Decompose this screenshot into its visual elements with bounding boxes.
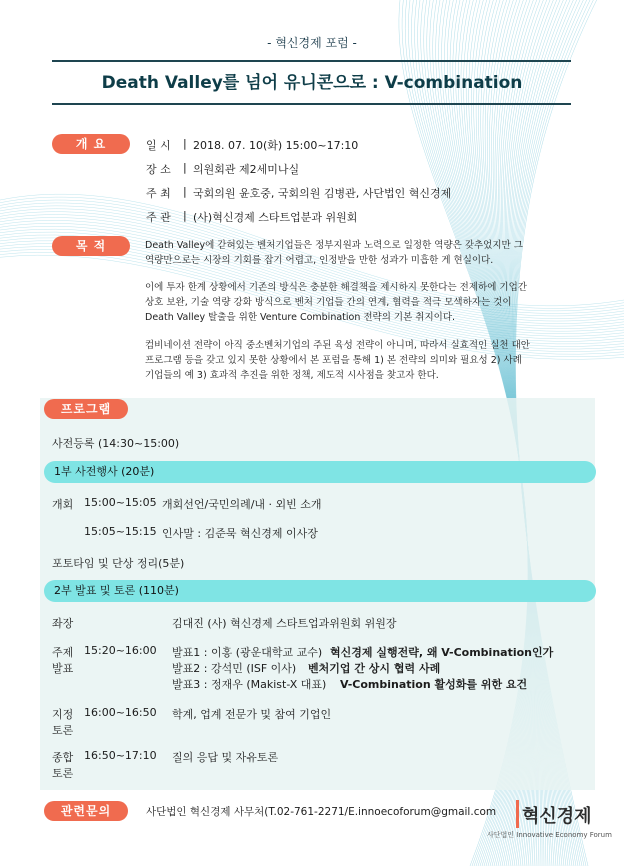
part1-bar: 1부 사전행사 (20분) [44,461,596,483]
talk-3-topic: V-Combination 활성화를 위한 요건 [340,678,528,691]
overview-label: 개 요 [52,134,130,154]
qa-label-1: 종합 [52,751,74,764]
opening-time: 15:00~15:05 [84,496,157,509]
purpose-line: Death Valley 탈출을 위한 Venture Combination 전략의 기본 취지이다. [145,312,456,323]
purpose-line: Death Valley에 갇혀있는 벤처기업들은 정부지원과 노력으로 일정한 역량은 갖추었지만 그 [145,240,523,251]
overview-place-sep: | [183,161,187,174]
contact-text: 사단법인 혁신경제 사무처(T.02-761-2271/E.innoecoforum@gmail.com [146,806,497,818]
registration-text: 사전등록 (14:30~15:00) [52,437,180,450]
purpose-line: 프로그램 등을 갖고 있지 못한 상황에서 본 포럼을 통해 1) 본 전략의 의미와 필요성 2) 사례 [145,355,522,366]
talk-label-2: 발표 [52,662,74,675]
purpose-line: 컴비네이션 전략이 아직 중소벤처기업의 주된 육성 전략이 아니며, 따라서 실효적인 실천 대안 [145,340,530,351]
opening-desc: 개회선언/국민의례/내 · 외빈 소개 [162,498,322,511]
talk-1-speaker: 발표1 : 이홍 (광운대학교 교수) [172,646,323,659]
logo-mark [516,800,519,828]
qa-time: 16:50~17:10 [84,749,157,762]
opening-label: 개회 [52,498,74,511]
chair-desc: 김대진 (사) 혁신경제 스타트업과위원회 위원장 [172,617,397,630]
logo-subtitle: 사단법인 Innovative Economy Forum [487,831,612,839]
purpose-paragraph-1 [145,238,585,268]
overview-organizer-sep: | [183,209,187,222]
part2-bar: 2부 발표 및 토론 (110분) [44,580,596,602]
title-rule-top [52,60,571,62]
panel-label-1: 지정 [52,708,74,721]
qa-label-2: 토론 [52,767,74,780]
overview-place-value: 의원회관 제2세미나실 [193,163,300,176]
purpose-paragraph-3 [145,338,585,383]
program-label: 프로그램 [44,399,128,419]
overview-host-key: 주 최 [146,187,171,200]
greeting-desc: 인사말 : 김준묵 혁신경제 이사장 [162,527,318,540]
purpose-label: 목 적 [52,236,130,256]
purpose-paragraph-2 [145,280,585,325]
talk-time: 15:20~16:00 [84,644,157,657]
panel-time: 16:00~16:50 [84,706,157,719]
purpose-line: 상호 보완, 기술 역량 강화 방식으로 벤처 기업들 간의 연계, 협력을 적극 모색하자는 것이 [145,297,512,308]
chair-label: 좌장 [52,617,74,630]
purpose-line: 기업들의 예 3) 효과적 추진을 위한 정책, 제도적 시사점을 찾고자 한다. [145,370,439,381]
greeting-time: 15:05~15:15 [84,525,157,538]
overview-date-key: 일 시 [146,139,171,152]
talk-label-1: 주제 [52,646,74,659]
talk-2-speaker: 발표2 : 강석민 (ISF 이사) [172,662,297,675]
purpose-line: 역량만으로는 시장의 기회를 잡기 어렵고, 인정받을 만한 성과가 미흡한 게 현실이다. [145,255,494,266]
overview-organizer-value: (사)혁신경제 스타트업분과 위원회 [193,211,358,224]
forum-label: - 혁신경제 포럼 - [267,36,357,50]
panel-desc: 학계, 업계 전문가 및 참여 기업인 [172,708,332,721]
overview-host-sep: | [183,185,187,198]
purpose-line: 이에 투자 한계 상황에서 기존의 방식은 충분한 해결책을 제시하지 못한다는 전제하에 기업간 [145,282,527,293]
talk-3-speaker: 발표3 : 정재우 (Makist-X 대표) [172,678,327,691]
contact-label: 관련문의 [44,801,128,821]
logo-name: 혁신경제 [522,806,592,827]
talk-1-topic: 혁신경제 실행전략, 왜 V-Combination인가 [330,646,554,659]
overview-date-value: 2018. 07. 10(화) 15:00~17:10 [193,139,359,152]
panel-label-2: 토론 [52,724,74,737]
photo-time-text: 포토타임 및 단상 정리(5분) [52,557,185,570]
overview-place-key: 장 소 [146,163,171,176]
page-title: Death Valley를 넘어 유니콘으로 : V-combination [101,73,523,93]
talk-2-topic: 벤처기업 간 상시 협력 사례 [308,662,441,675]
overview-date-sep: | [183,137,187,150]
overview-organizer-key: 주 관 [146,211,171,224]
qa-desc: 질의 응답 및 자유토론 [172,751,279,764]
overview-host-value: 국회의원 윤호중, 국회의원 김병관, 사단법인 혁신경제 [193,187,452,200]
title-rule-bottom [52,103,571,105]
